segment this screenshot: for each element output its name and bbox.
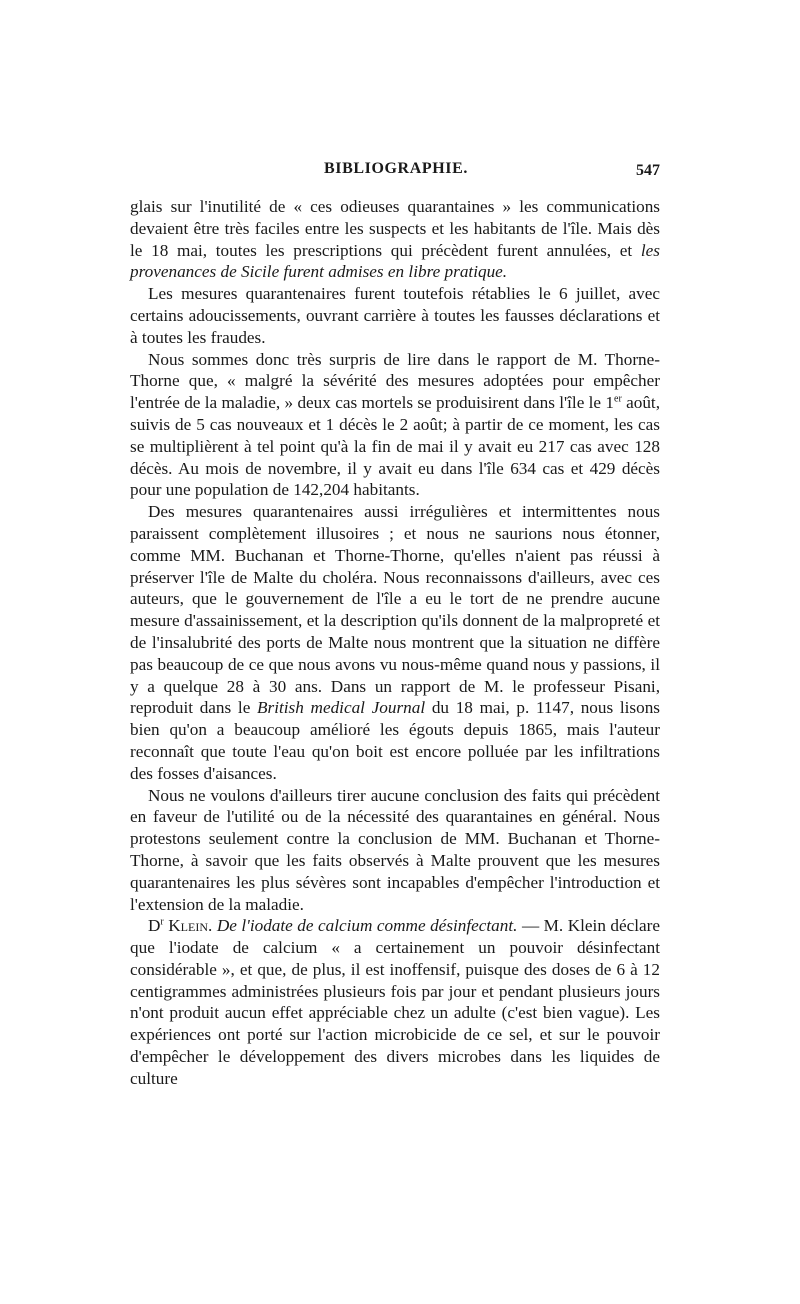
text-run: glais sur l'inutilité de « ces odieuses quarantaines » les communications devaient être très faciles entre les suspects et les habitants de l'île. Mais dès le 18 mai, toutes les prescriptions qui précèdent furent annulées, et: [130, 197, 660, 260]
paragraph: [130, 349, 660, 502]
page-number: 547: [636, 162, 660, 179]
text-run: — M. Klein déclare que l'iodate de calcium « a certainement un pouvoir désinfectant considérable », et que, de plus, il est inoffensif, puisque des doses de 6 à 12 centigrammes administrées plusieurs fois par jour et pendant plusieurs jours n'ont produit aucun effet appréciable chez un adulte (c'est bien vague). Les expériences ont porté sur l'action microbicide de ce sel, et sur le pouvoir d'empêcher le développement des divers microbes dans les liquides de culture: [130, 916, 661, 1088]
text-run: er: [614, 393, 622, 405]
page-header: [132, 160, 660, 184]
text-run: Nous sommes donc très surpris de lire dans le rapport de M. Thorne-Thorne que, « malgré la sévérité des mesures adoptées pour empêcher l'entrée de la maladie, » deux cas mortels se produisirent dans l'île le 1: [130, 349, 660, 413]
text-run: août, suivis de 5 cas nouveaux et 1 décès le 2 août; à partir de ce moment, les cas se multiplièrent à tel point qu'à la fin de mai il y avait eu 217 cas avec 128 décès. Au mois de novembre, il y avait eu dans l'île 634 cas et 429 décès pour une population de 142,204 habitants.: [130, 393, 661, 500]
text-run: r: [160, 916, 164, 928]
text-run: Nous ne voulons d'ailleurs tirer aucune conclusion des faits qui précèdent en faveur de l'utilité ou de la nécessité des quarantaines en général. Nous protestons seulement contre la conclusion de MM. Buchanan et Thorne-Thorne, à savoir que les faits observés à Malte prouvent que les mesures quarantenaires les plus sévères sont incapables d'empêcher l'introduction et l'extension de la maladie.: [130, 785, 660, 914]
text-run: Des mesures quarantenaires aussi irrégulières et intermittentes nous paraissent complètement illusoires ; et nous ne saurions nous étonner, comme MM. Buchanan et Thorne-Thorne, qu'elles n'aient pas réussi à préserver l'île de Malte du choléra. Nous reconnaissons d'ailleurs, avec ces auteurs, que le gouvernement de l'île a eu le tort de ne prendre aucune mesure d'assainissement, et la description qu'ils donnent de la malpropreté et de l'insalubrité des ports de Malte nous montrent que la situation ne diffère pas beaucoup de ce que nous avons vu nous-même quand nous y passions, il y a quelque 28 à 30 ans. Dans un rapport de M. le professeur Pisani, reproduit dans le: [130, 502, 660, 718]
text-run: Klein.: [163, 916, 213, 936]
text-run: British medical Journal: [257, 698, 426, 718]
paragraph: [130, 283, 660, 348]
body-text: [130, 196, 660, 1090]
text-run: De l'iodate de calcium comme désinfectant.: [216, 916, 518, 936]
paragraph: [130, 785, 660, 916]
text-run: D: [148, 916, 161, 936]
paragraph: [130, 915, 660, 1089]
paragraph: [130, 196, 660, 283]
paragraph: [130, 501, 660, 784]
running-title: BIBLIOGRAPHIE.: [324, 160, 468, 177]
text-run: Les mesures quarantenaires furent toutefois rétablies le 6 juillet, avec certains adoucissements, ouvrant carrière à toutes les fausses déclarations et à toutes les fraudes.: [130, 284, 660, 347]
text-run: les provenances de Sicile furent admises en libre pratique.: [130, 240, 660, 282]
text-run: du 18 mai, p. 1147, nous lisons bien qu'on a beaucoup amélioré les égouts depuis 1865, mais l'auteur reconnaît que toute l'eau qu'on boit est encore polluée par les infiltrations des fosses d'aisances.: [130, 698, 660, 783]
